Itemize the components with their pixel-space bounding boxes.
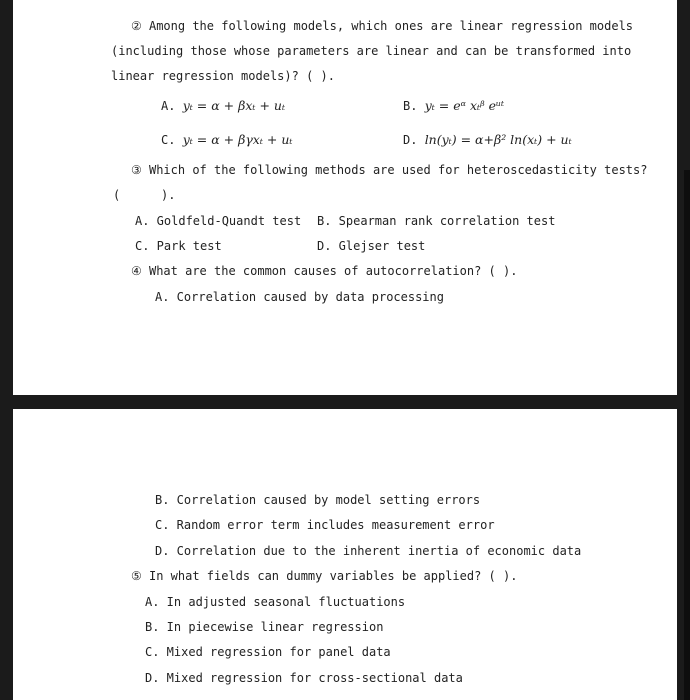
- q3-option-b: B. Spearman rank correlation test: [317, 214, 556, 228]
- q3-open-paren: (: [113, 188, 121, 202]
- document-page-2: [13, 409, 677, 700]
- q3-option-d: D. Glejser test: [317, 239, 426, 253]
- q5-option-d: D. Mixed regression for cross-sectional data: [145, 671, 463, 685]
- q2-option-c: [161, 132, 293, 148]
- q2-line-2: (including those whose parameters are linear and can be transformed into: [111, 44, 632, 58]
- q5-option-c: C. Mixed regression for panel data: [145, 645, 391, 659]
- q2-option-a-formula: yₜ = α + βxₜ + uₜ: [182, 98, 286, 113]
- q2-line-1: ② Among the following models, which ones are linear regression models: [131, 19, 634, 33]
- q3-close-paren: ).: [161, 188, 176, 202]
- q4-line-1: ④ What are the common causes of autocorrelation? ( ).: [131, 264, 518, 278]
- q2-option-a-label: A.: [161, 99, 176, 113]
- q4-option-d: D. Correlation due to the inherent inertia of economic data: [155, 544, 582, 558]
- q2-option-a: [161, 98, 285, 114]
- q2-option-c-formula: yₜ = α + βγxₜ + uₜ: [182, 132, 293, 147]
- q3-option-a: A. Goldfeld-Quandt test: [135, 214, 302, 228]
- q5-option-b: B. In piecewise linear regression: [145, 620, 384, 634]
- scrollbar-track[interactable]: [684, 170, 690, 700]
- q2-line-3: linear regression models)? ( ).: [111, 69, 335, 83]
- q4-option-c: C. Random error term includes measurement error: [155, 518, 495, 532]
- q4-option-a: A. Correlation caused by data processing: [155, 290, 444, 304]
- q2-option-b-label: B.: [403, 99, 418, 113]
- q2-option-c-label: C.: [161, 133, 176, 147]
- q2-option-b: [403, 98, 504, 114]
- q3-option-c: C. Park test: [135, 239, 222, 253]
- q3-line-1: ③ Which of the following methods are used for heteroscedasticity tests?: [131, 163, 648, 177]
- q4-option-b: B. Correlation caused by model setting errors: [155, 493, 481, 507]
- q2-option-b-formula: yₜ = eᵅ xₜᵝ eᵘᵗ: [424, 98, 505, 113]
- q5-option-a: A. In adjusted seasonal fluctuations: [145, 595, 406, 609]
- document-page-1: [13, 0, 677, 395]
- q2-option-d-formula: ln(yₜ) = α+β² ln(xₜ) + uₜ: [424, 132, 572, 147]
- q5-line-1: ⑤ In what fields can dummy variables be applied? ( ).: [131, 569, 518, 583]
- q2-option-d-label: D.: [403, 133, 418, 147]
- q2-option-d: [403, 132, 572, 148]
